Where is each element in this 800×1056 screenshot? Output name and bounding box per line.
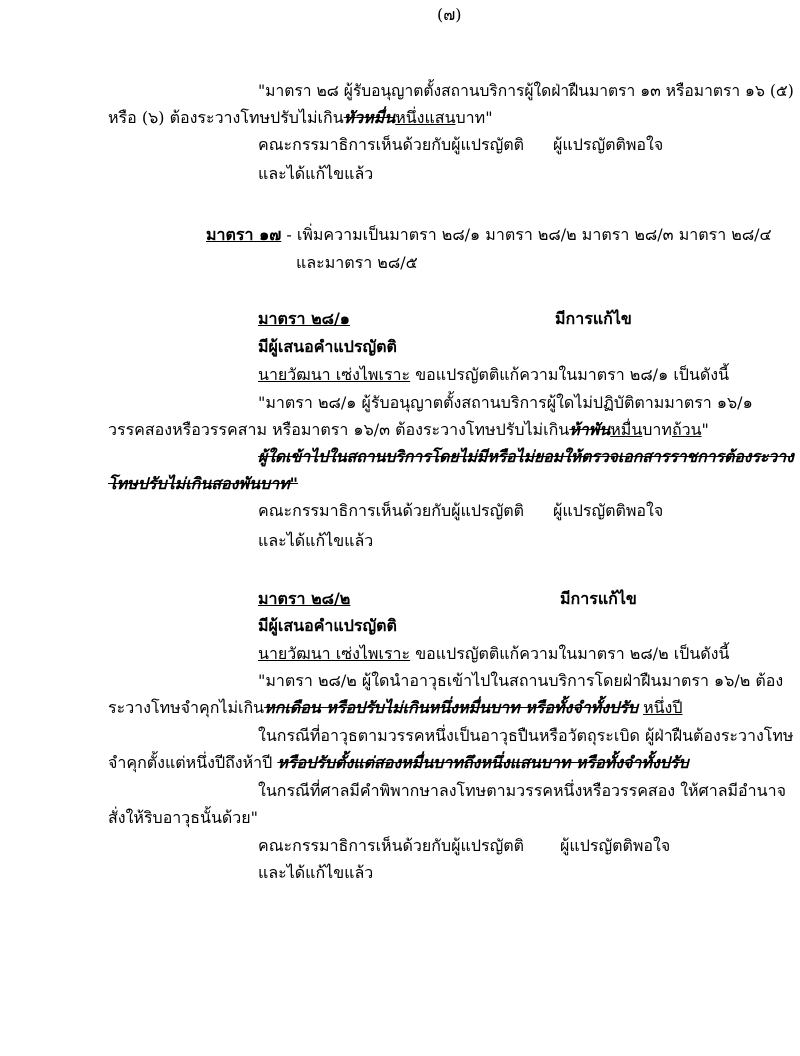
section-28-2-line-2: [108, 697, 683, 719]
struck-line: โทษปรับไม่เกินสองพันบาท": [108, 474, 298, 493]
proposer-satisfied: ผู้แปรญัตติพอใจ: [560, 836, 671, 855]
struck-text: หัวหมื่น: [343, 108, 396, 127]
page-number: (๗): [437, 5, 462, 24]
section-28-line-2: [108, 107, 493, 129]
text: วรรคสองหรือวรรคสาม หรือมาตรา ๑๖/๓ ต้องระวางโทษปรับไม่เกิน: [108, 420, 570, 439]
struck-line: ผู้ใดเข้าไปในสถานบริการโดยไม่มีหรือไม่ยอมให้ตรวจเอกสารราชการต้องระวาง: [258, 447, 794, 466]
text: ขอแปรญัตติแก้ความในมาตรา ๒๘/๒ เป็นดังนี้: [410, 644, 730, 663]
text: ": [701, 420, 709, 439]
inserted-text: ถ้วน: [671, 420, 702, 439]
text: หรือ (๖) ต้องระวางโทษปรับไม่เกิน: [108, 108, 344, 127]
text: บาท: [642, 420, 672, 439]
section-28-2-line-6: สั่งให้ริบอาวุธนั้นด้วย": [108, 808, 259, 827]
section-17-heading: มาตรา ๑๗: [206, 225, 282, 244]
committee-opinion: คณะกรรมาธิการเห็นด้วยกับผู้แปรญัตติ: [258, 501, 524, 520]
proposer-line: [258, 643, 729, 665]
section-17-line-2: และมาตรา ๒๘/๕: [296, 253, 418, 272]
amended-note: และได้แก้ไขแล้ว: [258, 164, 374, 183]
committee-opinion: คณะกรรมาธิการเห็นด้วยกับผู้แปรญัตติ: [258, 135, 524, 154]
text: จำคุกตั้งแต่หนึ่งปีถึงห้าปี: [108, 753, 278, 772]
section-28-2-line-3: ในกรณีที่อาวุธตามวรรคหนึ่งเป็นอาวุธปืนหรือวัตถุระเบิด ผู้ฝ่าฝืนต้องระวางโทษ: [258, 726, 794, 745]
proposer-name: นายวัฒนา เซ่งไพเราะ: [258, 365, 411, 384]
section-28-2-heading: มาตรา ๒๘/๒: [258, 589, 351, 608]
section-28-2-amended: มีการแก้ไข: [560, 589, 637, 608]
inserted-text: หนึ่งแสน: [395, 108, 456, 127]
proposer-name: นายวัฒนา เซ่งไพเราะ: [258, 644, 411, 663]
inserted-text: หนึ่งปี: [643, 698, 683, 717]
text: ขอแปรญัตติแก้ความในมาตรา ๒๘/๑ เป็นดังนี้: [410, 365, 730, 384]
struck-text: หกเดือน หรือปรับไม่เกินหนึ่งหมื่นบาท หรือทั้งจำทั้งปรับ: [264, 698, 638, 717]
amended-note: และได้แก้ไขแล้ว: [258, 863, 374, 882]
section-28-2-line-5: ในกรณีที่ศาลมีคำพิพากษาลงโทษตามวรรคหนึ่งหรือวรรคสอง ให้ศาลมีอำนาจ: [258, 781, 786, 800]
amended-note: และได้แก้ไขแล้ว: [258, 531, 374, 550]
section-17-line-1: [206, 224, 772, 246]
proposer-label: มีผู้เสนอคำแปรญัตติ: [258, 337, 397, 356]
proposer-satisfied: ผู้แปรญัตติพอใจ: [553, 501, 664, 520]
section-28-line-1: "มาตรา ๒๘ ผู้รับอนุญาตตั้งสถานบริการผู้ใดฝ่าฝืนมาตรา ๑๓ หรือมาตรา ๑๖ (๕): [258, 81, 794, 100]
text: - เพิ่มความเป็นมาตรา ๒๘/๑ มาตรา ๒๘/๒ มาตรา ๒๘/๓ มาตรา ๒๘/๔: [281, 225, 772, 244]
struck-text: หรือปรับตั้งแต่สองหมื่นบาทถึงหนึ่งแสนบาท หรือทั้งจำทั้งปรับ: [277, 753, 689, 772]
committee-opinion: คณะกรรมาธิการเห็นด้วยกับผู้แปรญัตติ: [258, 836, 524, 855]
proposer-line: [258, 364, 729, 386]
section-28-1-line-2: [108, 419, 709, 441]
inserted-text: หมื่น: [610, 420, 643, 439]
text: บาท": [455, 108, 493, 127]
proposer-satisfied: ผู้แปรญัตติพอใจ: [553, 135, 664, 154]
section-28-1-amended: มีการแก้ไข: [555, 309, 632, 328]
section-28-2-line-1: "มาตรา ๒๘/๒ ผู้ใดนำอาวุธเข้าไปในสถานบริการโดยฝ่าฝืนมาตรา ๑๖/๒ ต้อง: [258, 671, 784, 690]
proposer-label: มีผู้เสนอคำแปรญัตติ: [258, 616, 397, 635]
section-28-1-line-1: "มาตรา ๒๘/๑ ผู้รับอนุญาตตั้งสถานบริการผู้ใดไม่ปฏิบัติตามมาตรา ๑๖/๑: [258, 393, 753, 412]
section-28-1-heading: มาตรา ๒๘/๑: [258, 309, 350, 328]
struck-text: ห้าพัน: [569, 420, 611, 439]
text: ระวางโทษจำคุกไม่เกิน: [108, 698, 265, 717]
section-28-2-line-4: [108, 752, 689, 774]
